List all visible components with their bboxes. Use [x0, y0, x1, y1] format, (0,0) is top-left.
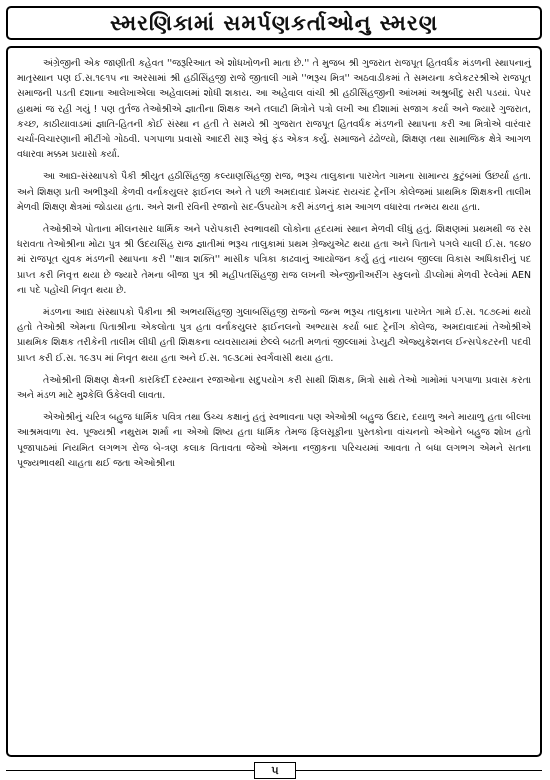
- page-number: ૫: [254, 762, 296, 779]
- page-title: સ્મરણિકામાં સમર્પણકર્તાઓનુ સ્મરણ: [109, 10, 439, 35]
- paragraph-1: અંગ્રેજીની એક જાણીતી કહેવત ''જરૂરિઆત એ શોધખોળની માતા છે.'' તે મુજબ શ્રી ગુજરાત રાજપૂત હિતવર્ધક મંડળની સ્થાપનાનું માતૃસ્થાન પણ ઈ.સ.૧૯૧૫ ના અરસામાં શ્રી હઠીસિંહજી રાજે જીતાલી ગામે ''ભરૂચ મિત્ર'' અઠવાડીકમાં તે સમયના કલેકટરશ્રીએ રાજપૂત સમાજની પડતી દશાના આલેખાએલા અહેવાલમાં શોધી શકાય. આ અહેવાલ વાંચી શ્રી હઠીસિંહજીની આંખમાં અશ્રુબીંદુ સરી પડયાં. પેપર હાથમાં જ રહી ગયું ! પણ તુર્તજ તેઓશ્રીએ જ્ઞાતીના શિક્ષક અને તલાટી મિત્રોને પત્રો લખી આ દીશામાં સજાગ કર્યા અને જ્યારે ગુજરાત, કચ્છ, કાઠીયાવાડમાં જ્ઞાતિ-હિતની કોઈ સંસ્થા ન હતી તે સમયે શ્રી ગુજરાત રાજપૂત હિતવર્ધક મંડળની સ્થાપના કરી આ મિત્રોએ વારંવાર ચર્ચા-વિચારણાની મીટીંગો ગોઠવી. પગપાળા પ્રવાસો આદરી સારૂ એવું ફંડ એકત્ર કર્યુ. સમાજને ઢંઢોળ્યો, શિક્ષણ તથા સામાજિક ક્ષેત્રે આગળ વધારવા મક્કમ પ્રયાસો કર્યા.: [17, 58, 531, 161]
- paragraph-5: તેઓશ્રીની શિક્ષણ ક્ષેત્રની કારકિર્દી દરમ્યાન રજાઓના સદુપયોગ કરી સાથી શિક્ષક, મિત્રો સાથે તેઓ ગામોમાં પગપાળા પ્રવાસ કરતા અને મંડળ માટે મુશ્કેલિ ઉકેલવી લાવતા.: [17, 374, 531, 402]
- paragraph-3: તેઓશ્રીએ પોતાના મીલનસાર ધાર્મિક અને પરોપકારી સ્વભાવથી લોકોના હ્રદયમાં સ્થાન મેળવી લીધું હતું. શિક્ષણમાં પ્રથમથી જ રસ ધરાવતા તેઓશ્રીના મોટા પુત્ર શ્રી ઉદયસિંહ રાજ જ્ઞાતીમાં ભરૂચ તાલુકામાં પ્રથમ ગ્રેજ્યુએટ થયા હતા અને પિતાને પગલે ચાલી ઈ.સ. ૧૯૪૦ માં રાજપૂત યુવક મંડળની સ્થાપના કરી ''ક્ષાત્ર શક્તિ'' માસીક પત્રિકા કાઢવાનું આયોજન કર્યુ હતું નાયબ જીલ્લા વિકાસ અધિકારીનું પદ પ્રાપ્ત કરી નિવૃત્ત થયા છે જ્યારે તેમના બીજા પુત્ર શ્રી મહીપતસિંહજી રાજ લખની એન્જીનીઅરીંગ સ્કુલનો ડીપ્લોમાં મેળવી રેલ્વેમાં AEN ના પદે પહોંચી નિવૃત થયા છે.: [17, 224, 531, 296]
- title-banner: [6, 6, 542, 40]
- paragraph-4: મંડળના આદ્ય સંસ્થાપકો પૈકીના શ્રી અભયસિંહજી ગુલાબસિંહજી રાજનો જન્મ ભરૂચ તાલુકાના પારખેત ગામે ઈ.સ. ૧૮૭૯માં થયો હતો તેઓશ્રી એમના પિતાશ્રીના એકલોતા પુત્ર હતા વર્નાકયુલર ફાઈનલનો અભ્યાસ કર્યા બાદ ટ્રેનીંગ કોલેજ, અમદાવાદમાં તેઓશ્રીએ પ્રાથમિક શિક્ષક તરીકેની તાલીમ લીધી હતી શિક્ષકના વ્યવસાયમાં છેલ્લે બઢતી મળતાં જીલ્લામાં ડેપ્યુટી એજ્યુકેશનલ ઈન્સપેકટરની પદવી પ્રાપ્ત કરી ઈ.સ. ૧૯૩૫ માં નિવૃત થયા હતા અને ઈ.સ. ૧૯૩૮માં સ્વર્ગવાસી થયા હતા.: [17, 307, 531, 364]
- article-body: [6, 46, 542, 757]
- paragraph-2: આ આદ્ય-સંસ્થાપકો પૈકી શ્રીયુત હઠીસિંહજી કલ્યાણસિંહજી રાજ, ભરૂચ તાલુકાના પારખેત ગામના સામાન્ય કુટુંબમાં ઉછર્યા હતા. અને શિક્ષણ પ્રતી અભીરૂચી કેળવી વર્નાકયુલર ફાઈનલ અને તે પછી અમદાવાદ પ્રેમચંદ રાયચંદ ટ્રેનીંગ કોલેજમાં પ્રાથમિક શિક્ષકની તાલીમ મેળવી શિક્ષણ ક્ષેત્રમાં જોડાયા હતા. અને શની રવિની રજાનો સદ-ઉપયોગ કરી મંડળનું કામ આગળ વધારવા તન્મય થયા હતા.: [17, 171, 531, 213]
- paragraph-6: એઓશ્રીનું ચરિત્ર બહુજ ધાર્મિક પવિત્ર તથા ઉચ્ચ કક્ષાનું હતું સ્વભાવના પણ એઓશ્રી બહુજ ઉદાર, દયાળુ અને માયાળુ હતા બીલ્ખા આશ્રમવાળા સ્વ. પૂજ્યશ્રી નથુરામ શર્મા ના એઓ શિષ્ય હતા ધાર્મિક તેમજ ફિલસૂફીના પુસ્તકોના વાંચનનો એઓને બહુજ શોખ હતો પૂજાપાઠમાં નિયમિત લગભગ રોજ બે-ત્રણ કલાક વિતાવતા જેઓ એમના નજીકના પરિચયમાં આવતા તે બધા લગભગ એમને સતના પૂજ્યભાવથી ચાહતા થઈ જતા એઓશ્રીના: [17, 412, 531, 469]
